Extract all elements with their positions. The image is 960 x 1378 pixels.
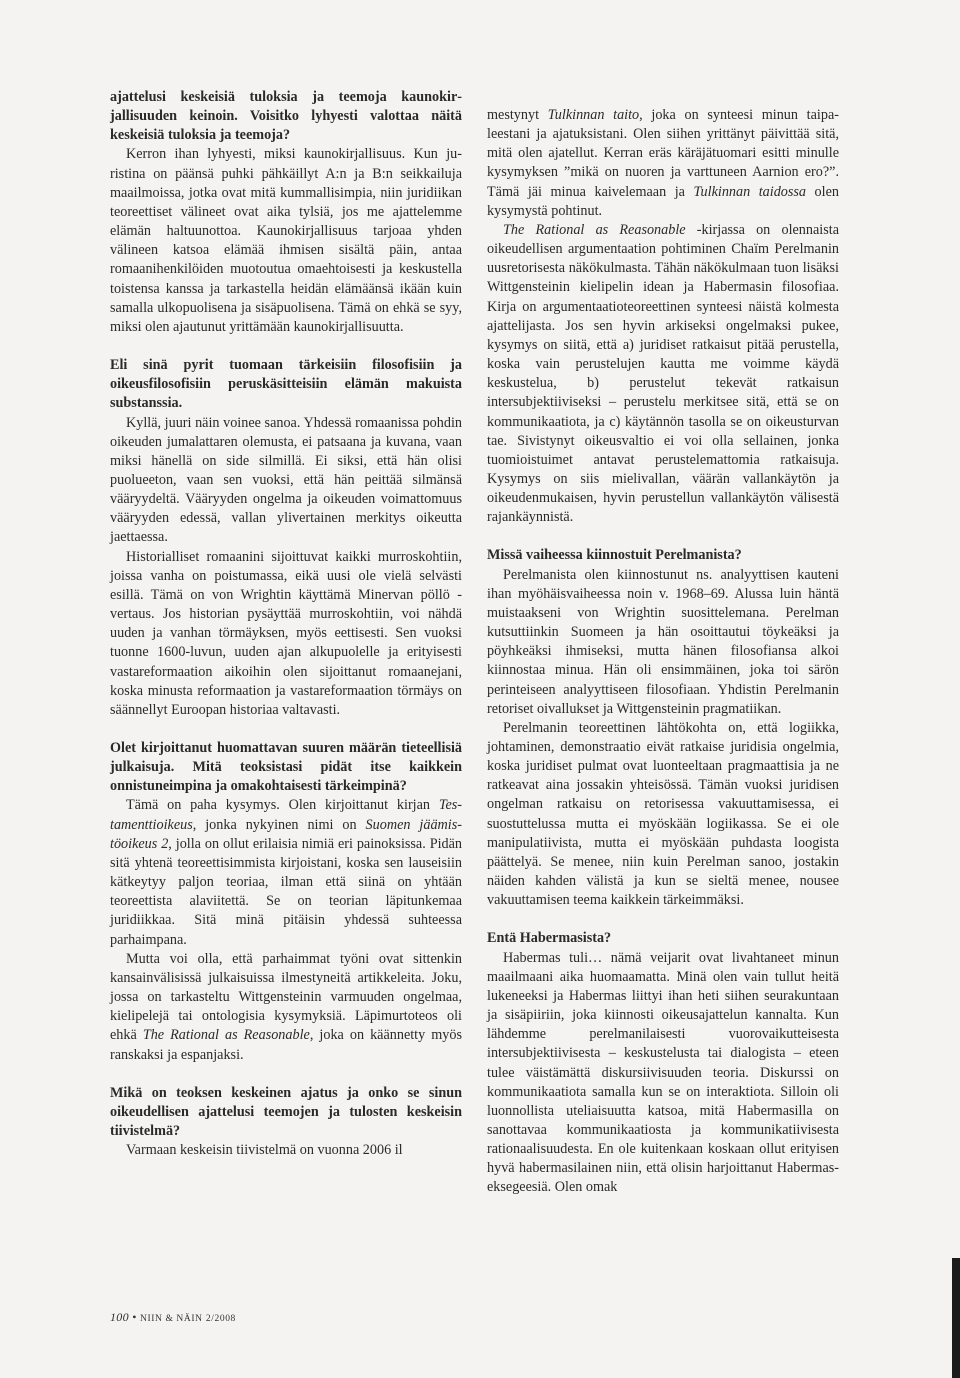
answer-paragraph: Varmaan keskeisin tiivistelmä on vuonna 2006 il bbox=[126, 1142, 403, 1159]
footer-bullet: • bbox=[132, 1310, 137, 1324]
answer-paragraph: Tämä on paha kysymys. Olen kirjoittanut kirjan Testamenttioikeus, jonka nykyinen nimi on Suomen jäämistöoikeus 2, jolla on ollut erilaisia nimiä eri painoksissa. Pidän sitä yhtenä teoreettisimmista kirjoistani, koska sen lauseisiin kätkeytyy paljon teoriaa, ilman että siinä on yhtään teoreettista alaviitettä. Se on teorian läpitunkemaa juridiikkaa. Sitä minä pitäisin yhdessä suhteessa parhaimpana. bbox=[110, 797, 463, 948]
answer-paragraph: Perelmanin teoreettinen lähtökohta on, että logiikka, johtaminen, demonstraatio eivät ratkaise juridisia ongelmia, koska juridiset pulmat ovat luonteeltaan pragmaattisia ja ne ratkeavat aina jossakin yhteisössä. Tämän vuoksi juridisen ongelman ratkaisu on retorisessa vakuuttamisessa, ei suostuttelussa mutta ei myöskään logiikassa. Se ei ole manipulatiivista, mutta ei myöskään puhdasta loogista päättelyä. Se menee, niin kuin Perelman sanoo, jostakin näiden kahden välistä ja kun se sieltä menee, nousee vakuuttamisen teema kaikkein tärkeimmäksi. bbox=[487, 719, 839, 909]
answer-paragraph: Kerron ihan lyhyesti, miksi kaunokirjallisuus. Kun juristina on päänsä puhki pähkäillyt A:n ja B:n seikkailuja maailmoissa, jotka ovat mitä kummallisimpia, niin juridiikan teoreettiset välineet ovat aika tylsiä, jos me ajattelemme elämän haltuunottoa. Kaunokirjallisuus tarjoaa yhden välineen katsoa elämää ihmisen sisältä päin, antaa romaanihenkilöiden muotoutua omaehtoisesti ja keskustella toistensa kanssa ja tarkastella heidän elämäänsä ikään kuin samalla ulkopuolisena ja sisäpuolisena. Tämä on ehkä se syy, miksi olen ajautunut yrittämään kaunokirjallisuutta. bbox=[110, 146, 462, 335]
interview-question: ajattelusi keskeisiä tuloksia ja teemoja kaunokirjallisuuden keinoin. Voisitko lyhyesti valottaa näitä keskeisiä tuloksia ja teemoja? bbox=[110, 89, 462, 144]
answer-paragraph: Habermas tuli… nämä veijarit ovat livahtaneet minun maailmaani aika huomaamatta. Minä olen vain tullut heitä lukeneeksi ja Habermas liittyi ihan heti siihen seurakuntaan ja sisäpiiriin, joka kiinnosti oikeusajattelun kannalta. Kun lähdemme perelmanilaisesti vuorovaikutteisesta intersubjektiivisesta – keskustelusta tai dialogista – eteen tulee väistämättä diskursiivisuuden teoria. Diskurssi on kommunikaatiota samalla kun se on interaktiota. Silloin oli luonnollista uteliaisuutta katsoa, mitä Habermasilla on sanottavaa kommunikaatiosta ja kommunikatiivisesta rationaalisuudesta. En ole kuitenkaan koskaan ollut erityisen hyvä habermasilainen niin, että olisin harjoittanut Habermas-eksegeesiä. Olen omak bbox=[487, 949, 839, 1196]
left-column bbox=[110, 88, 462, 1160]
answer-paragraph: Mutta voi olla, että parhaimmat työni ovat sittenkin kansainvälisissä julkaisuissa ilmestyneitä artikkeleita. Joku, jossa on tarkasteltu Wittgensteinin varmuuden ongelmaa, kielipelejä tai ontologisia kysymyksiä. Läpimurtoteos oli ehkä The Rational as Reasonable, joka on käännetty myös ranskaksi ja espanjaksi. bbox=[110, 950, 462, 1063]
book-title: Testamenttioikeus bbox=[110, 797, 462, 833]
interview-question: Eli sinä pyrit tuomaan tärkeisiin filosofisiin ja oikeusfilosofisiin peruskäsitteisiin elämän makuista substanssia. bbox=[110, 357, 462, 412]
interview-question: Missä vaiheessa kiinnostuit Perelmanista? bbox=[487, 547, 742, 564]
answer-paragraph: mestynyt Tulkinnan taito, joka on synteesi minun taipaleestani ja ajatuksistani. Olen siihen yrittänyt päivittää sitä, mitä olen ajatellut. Kerran eräs käräjätuomari esitti minulle kysymyksen ”mikä on nuoren ja varttuneen Aarnion ero?”. Tämä jäi minua kaivelemaan ja Tulkinnan taidossa olen kysymystä pohtinut. bbox=[487, 107, 839, 219]
magazine-name: NIIN & NÄIN bbox=[140, 1314, 203, 1324]
right-column bbox=[487, 106, 839, 1198]
page-edge-mark bbox=[952, 1258, 960, 1378]
interview-question: Olet kirjoittanut huomattavan suuren määrän tieteellisiä julkaisuja. Mitä teoksistasi pidät itse kaikkein onnistuneimpina ja omakohtaisesti tärkeimpinä? bbox=[110, 740, 462, 795]
issue-number: 2/2008 bbox=[205, 1314, 236, 1324]
book-title: The Rational as Reasonable bbox=[142, 1027, 310, 1044]
answer-paragraph: Historialliset romaanini sijoittuvat kaikki murroskohtiin, joissa vanha on poistumassa, eikä uusi ole vielä selvästi esillä. Tämä on von Wrightin käyttämä Minervan pöllö -vertaus. Jos historian pysäyttää murroskohtiin, voi nähdä uuden ja vanhan törmäyksen, myös eettisesti. Sen vuoksi tuonne 1600-luvun, uuden ajan alkupuolelle ja erityisesti vastareformaation aikoihin olen sijoittanut romaanejani, koska minusta reformaation ja vastareformaation törmäys on säännellyt Euroopan historiaa valtavasti. bbox=[110, 548, 462, 718]
book-title: The Rational as Reasonable bbox=[503, 221, 686, 238]
answer-paragraph: The Rational as Reasonable -kirjassa on olennaista oikeudellisen argumentaation pohtiminen Chaïm Perelmanin uusretorisesta näkökulmasta. Tähän näkökulmaan tuon lisäksi Wittgensteinin kielipelin idean ja Habermasin filosofiaa. Kirja on argumentaatioteoreettinen synteesi näistä kolmesta ajattelijasta. Jos sen hyvin arkiseksi ongelmaksi pukee, kysymys on siitä, että a) juridiset ratkaisut pitää perustella, koska vain perustelujen kautta me voimme käydä keskustelua, b) perustelut tekevät ratkaisun intersubjektiiviseksi – perustelu merkitsee sitä, että se on kommunikaatiota, ja c) käytännön tasolla se on oikeusturvan tae. Sivistynyt oikeusvaltio ei voi olla sellainen, jonka tuomioistuimet antavat perustelemattomia ratkaisuja. Kysymys on siis mielivallan, väärän vallankäytön ja oikeudenmukaisen, hyvin perustellun vallankäytön välisestä rajankäynnistä. bbox=[487, 221, 839, 526]
book-title: Tulkinnan taidossa bbox=[693, 183, 807, 200]
page-footer bbox=[110, 1310, 236, 1325]
answer-paragraph: Kyllä, juuri näin voinee sanoa. Yhdessä romaanissa pohdin oikeuden jumalattaren olemusta, ei patsaana ja kuvana, vaan miksi hänellä on side silmillä. Ei siksi, että hän olisi puolueeton, vaan sen vuoksi, että hän peittää silmänsä vääryydeltä. Vääryyden ongelma ja oikeuden voimattomuus vääryyden edessä, vallan ylivertainen merkitys oikeutta jaettaessa. bbox=[110, 414, 462, 546]
page-number: 100 bbox=[110, 1310, 129, 1324]
interview-question: Mikä on teoksen keskeinen ajatus ja onko se sinun oikeudellisen ajattelusi teemojen ja tulosten keskeisin tiivistelmä? bbox=[110, 1084, 462, 1139]
answer-paragraph: Perelmanista olen kiinnostunut ns. analyyttisen kauteni ihan myöhäisvaiheessa noin v. 1968–69. Alussa luin häntä muistaakseni von Wrightin suosittelemana. Perelman kutsuttiinkin Suomeen ja hän osoittautui töykeäksi ja pöyhkeäksi ihmiseksi, mutta hänen filosofiansa alkoi kiinnostaa minua. Hän oli ensimmäinen, joka toi särön perinteiseen analyyttiseen filosofiaan. Yhdistin Perelmanin retoriset oivallukset ja Wittgensteinin pragmatiikan. bbox=[487, 566, 839, 717]
book-title: Tulkinnan taito bbox=[547, 107, 640, 123]
book-title: Suomen jäämistöoikeus 2 bbox=[110, 816, 462, 852]
interview-question: Entä Habermasista? bbox=[487, 930, 612, 947]
